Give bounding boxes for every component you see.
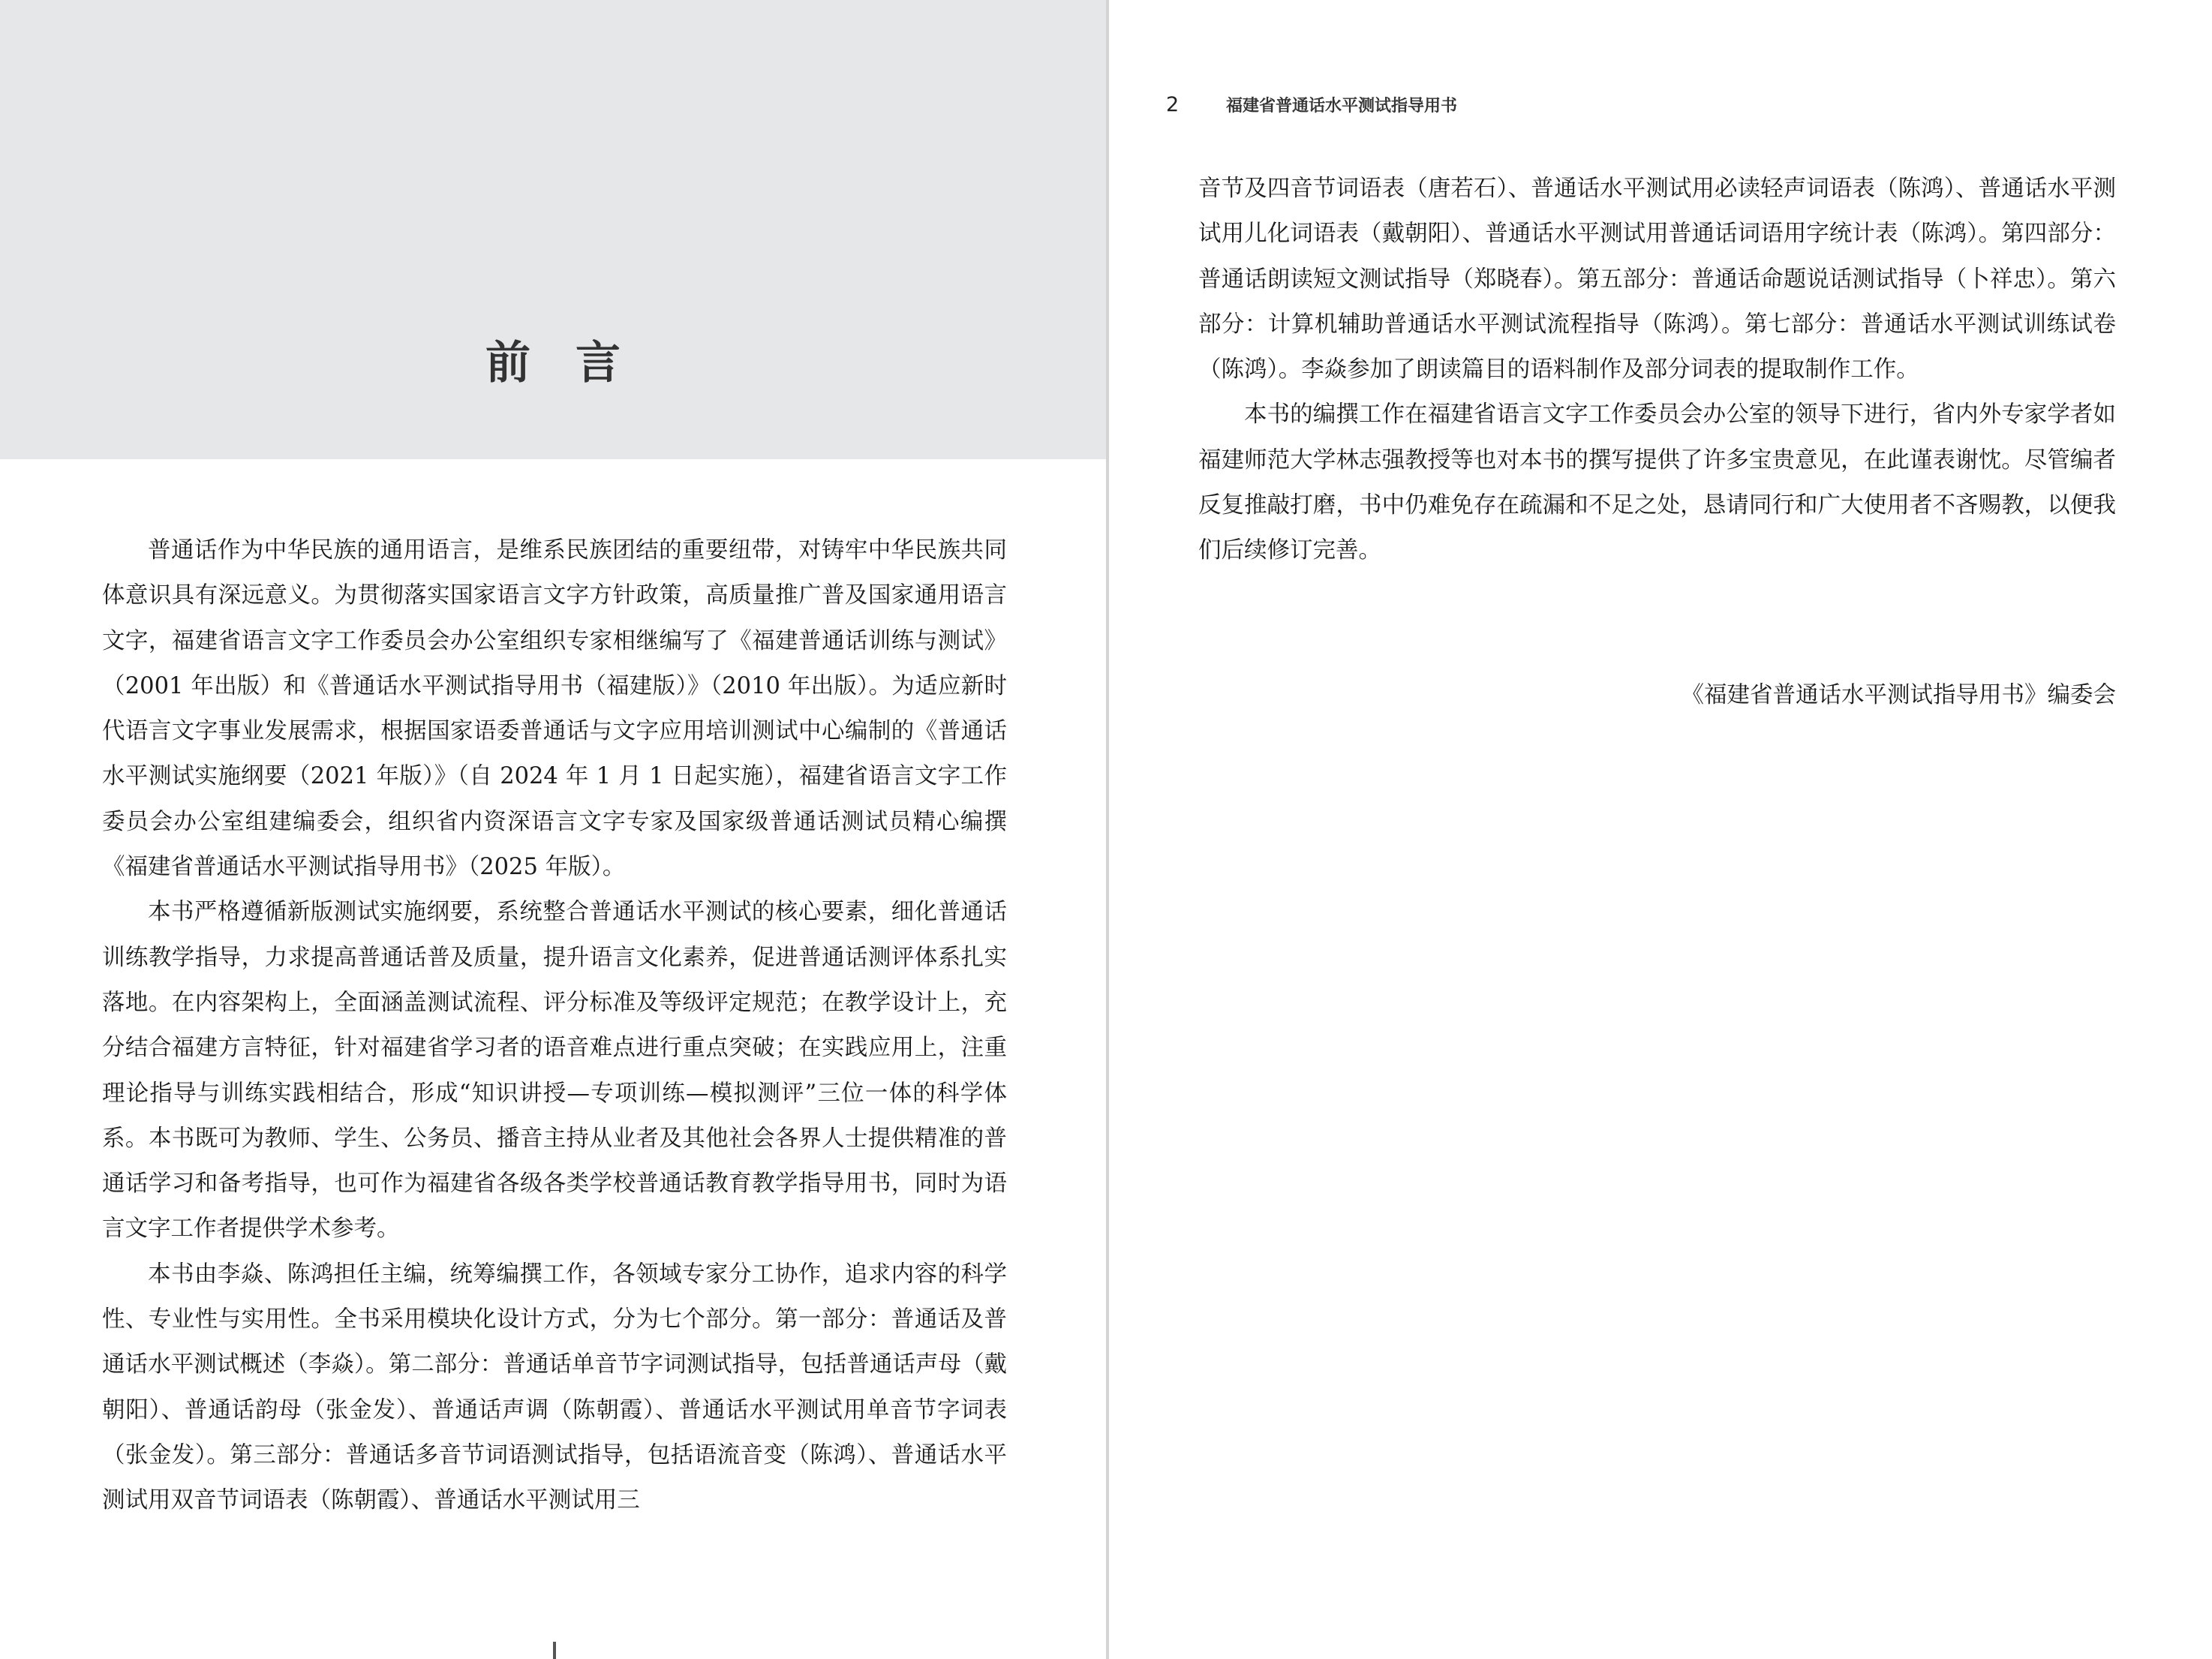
page-foot-mark <box>553 1642 556 1659</box>
paragraph: 本书的编撰工作在福建省语言文字工作委员会办公室的领导下进行，省内外专家学者如福建师范大学林志强教授等也对本书的撰写提供了许多宝贵意见，在此谨表谢忱。尽管编者反复推敲打磨，书中仍难免存在疏漏和不足之处，恳请同行和广大使用者不吝赐教，以便我们后续修订完善。 <box>1198 401 2116 564</box>
signature: 《福建省普通话水平测试指导用书》编委会 <box>1681 682 2116 708</box>
page-number: 2 <box>1166 92 1180 116</box>
paragraph: 音节及四音节词语表（唐若石）、普通话水平测试用必读轻声词语表（陈鸿）、普通话水平测试用儿化词语表（戴朝阳）、普通话水平测试用普通话词语用字统计表（陈鸿）。第四部分：普通话朗读短文测试指导（郑晓春）。第五部分：普通话命题说话测试指导（卜祥忠）。第六部分：计算机辅助普通话水平测试流程指导（陈鸿）。第七部分：普通话水平测试训练试卷（陈鸿）。李焱参加了朗读篇目的语料制作及部分词表的提取制作工作。 <box>1198 176 2116 383</box>
running-head-title: 福建省普通话水平测试指导用书 <box>1226 96 1458 116</box>
paragraph: 本书严格遵循新版测试实施纲要，系统整合普通话水平测试的核心要素，细化普通话训练教学指导，力求提高普通话普及质量，提升语言文化素养，促进普通话测评体系扎实落地。在内容架构上，全面涵盖测试流程、评分标准及等级评定规范；在教学设计上，充分结合福建方言特征，针对福建省学习者的语音难点进行重点突破；在实践应用上，注重理论指导与训练实践相结合，形成“知识讲授—专项训练—模拟测评”三位一体的科学体系。本书既可为教师、学生、公务员、播音主持从业者及其他社会各界人士提供精准的普通话学习和备考指导，也可作为福建省各级各类学校普通话教育教学指导用书，同时为语言文字工作者提供学术参考。 <box>102 899 1007 1243</box>
paragraph: 普通话作为中华民族的通用语言，是维系民族团结的重要纽带，对铸牢中华民族共同体意识具有深远意义。为贯彻落实国家语言文字方针政策，高质量推广普及国家通用语言文字，福建省语言文字工作委员会办公室组织专家相继编写了《福建普通话训练与测试》（2001 年出版）和《普通话水平测试指导用书（福建版）》（2010 年出版）。为适应新时代语言文字事业发展需求，根据国家语委普通话与文字应用培训测试中心编制的《普通话水平测试实施纲要（2021 年版）》（自 2024 年 1 月 1 日起实施），福建省语言文字工作委员会办公室组建编委会，组织省内资深语言文字专家及国家级普通话测试员精心编撰《福建省普通话水平测试指导用书》（2025 年版）。 <box>102 537 1007 881</box>
right-page <box>1109 0 2212 1659</box>
running-head <box>1166 89 1457 119</box>
right-body-text <box>1198 167 2116 574</box>
left-body-text <box>102 528 1007 1524</box>
chapter-title: 前言 <box>485 337 666 389</box>
paragraph: 本书由李焱、陈鸿担任主编，统筹编撰工作，各领域专家分工协作，追求内容的科学性、专业性与实用性。全书采用模块化设计方式，分为七个部分。第一部分：普通话及普通话水平测试概述（李焱）。第二部分：普通话单音节字词测试指导，包括普通话声母（戴朝阳）、普通话韵母（张金发）、普通话声调（陈朝霞）、普通话水平测试用单音节字词表（张金发）。第三部分：普通话多音节词语测试指导，包括语流音变（陈鸿）、普通话水平测试用双音节词语表（陈朝霞）、普通话水平测试用三 <box>102 1261 1007 1514</box>
